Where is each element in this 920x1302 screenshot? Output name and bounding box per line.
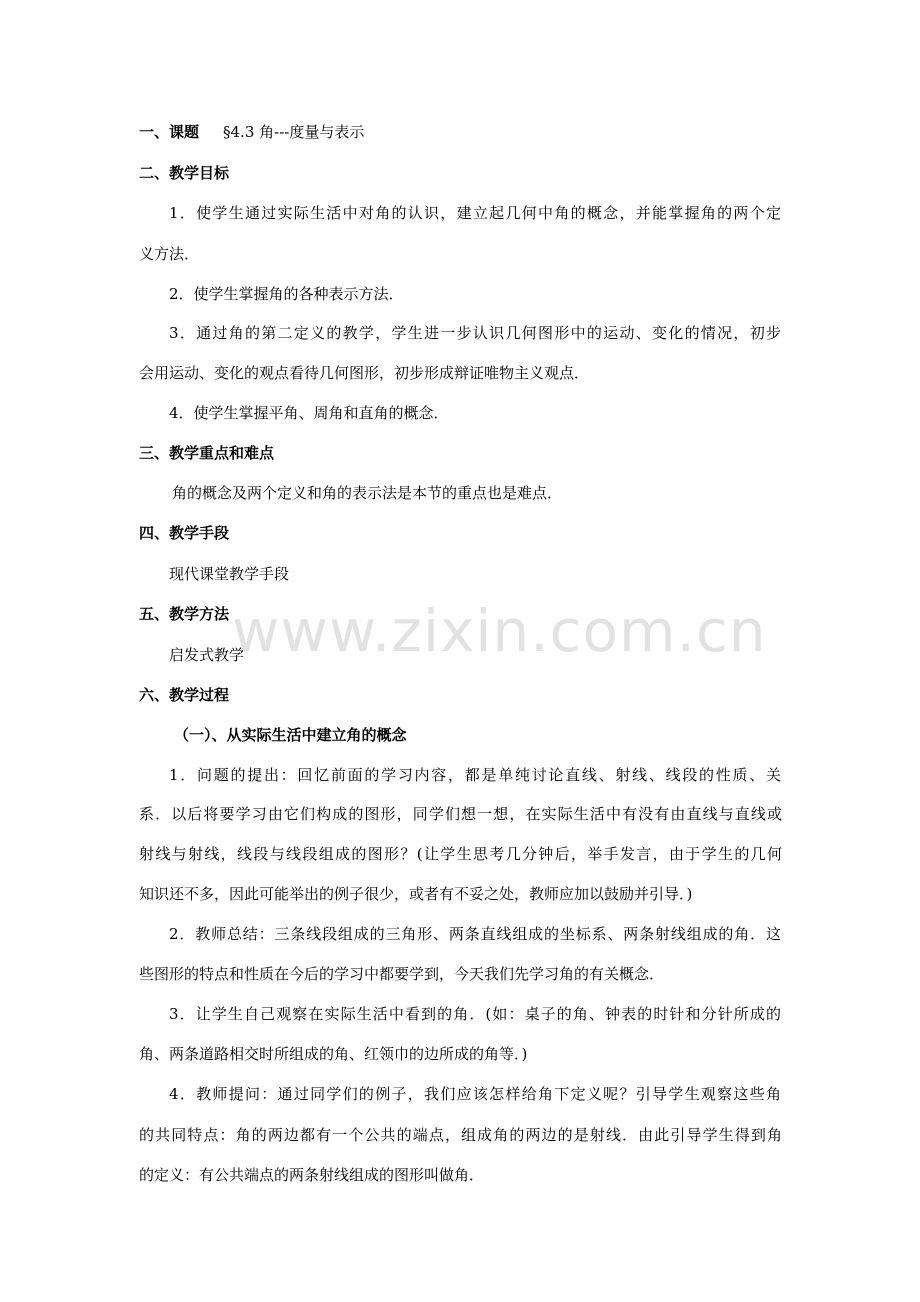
key-points-text: 角的概念及两个定义和角的表示法是本节的重点也是难点．: [172, 484, 563, 502]
lesson-title-value: §4.3 角---度量与表示: [223, 123, 365, 141]
key-points-heading: 三、教学重点和难点: [139, 444, 275, 462]
method-heading: 五、教学方法: [139, 605, 230, 623]
goal-item-1-cont: 义方法．: [139, 245, 200, 263]
goal-item-3-cont: 会用运动、变化的观点看待几何图形，初步形成辩证唯物主义观点．: [139, 364, 590, 382]
goals-heading: 二、教学目标: [139, 164, 230, 182]
process-line-6: 些图形的特点和性质在今后的学习中都要学到，今天我们先学习角的有关概念．: [139, 965, 665, 983]
goal-item-3: 3．通过角的第二定义的教学，学生进一步认识几何图形中的运动、变化的情况，初步: [169, 324, 781, 342]
goal-item-4: 4．使学生掌握平角、周角和直角的概念．: [169, 404, 449, 422]
process-line-5: 2．教师总结：三条线段组成的三角形、两条直线组成的坐标系、两条射线组成的角．这: [169, 925, 781, 943]
process-line-7: 3．让学生自己观察在实际生活中看到的角．(如：桌子的角、钟表的时针和分针所成的: [169, 1005, 781, 1023]
process-line-9: 4．教师提问：通过同学们的例子，我们应该怎样给角下定义呢？引导学生观察这些角: [169, 1085, 781, 1103]
process-line-11: 的定义：有公共端点的两条射线组成的图形叫做角．: [139, 1166, 485, 1184]
process-heading: 六、教学过程: [139, 686, 230, 704]
process-line-8: 角、两条道路相交时所组成的角、红领巾的边所成的角等．): [139, 1045, 528, 1063]
process-line-10: 的共同特点：角的两边都有一个公共的端点，组成角的两边的是射线．由此引导学生得到角: [139, 1126, 782, 1144]
means-heading: 四、教学手段: [139, 524, 230, 542]
watermark-text: www.zixin.com.cn: [232, 597, 767, 665]
process-subheading: （一）、从实际生活中建立角的概念: [174, 726, 407, 744]
process-line-4: 知识还不多，因此可能举出的例子很少，或者有不妥之处，教师应加以鼓励并引导．): [139, 885, 693, 903]
method-text: 启发式教学: [169, 646, 245, 664]
process-line-2: 系．以后将要学习由它们构成的图形，同学们想一想，在实际生活中有没有由直线与直线或: [139, 805, 782, 823]
means-text: 现代课堂教学手段: [169, 565, 290, 583]
process-line-1: 1．问题的提出：回忆前面的学习内容，都是单纯讨论直线、射线、线段的性质、关: [169, 766, 781, 784]
lesson-title-heading: [139, 122, 364, 142]
lesson-title-label: 一、课题: [139, 123, 200, 141]
process-line-3: 射线与射线，线段与线段组成的图形？(让学生思考几分钟后，举手发言，由于学生的几何: [139, 845, 782, 863]
goal-item-1: 1．使学生通过实际生活中对角的认识，建立起几何中角的概念，并能掌握角的两个定: [169, 204, 781, 222]
goal-item-2: 2．使学生掌握角的各种表示方法．: [169, 285, 404, 303]
